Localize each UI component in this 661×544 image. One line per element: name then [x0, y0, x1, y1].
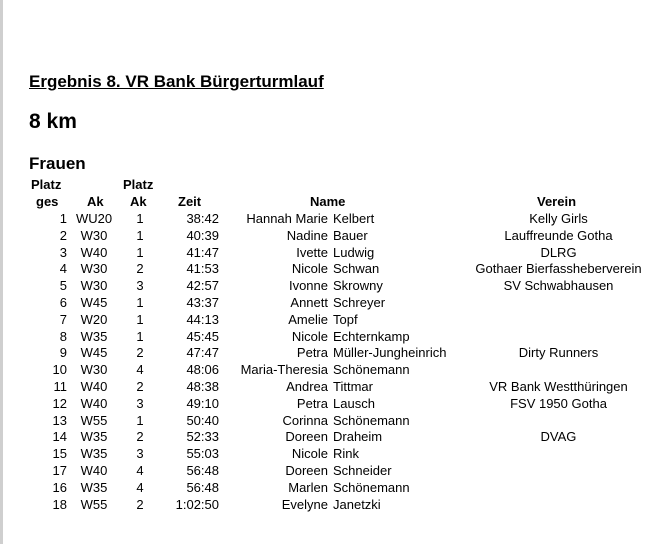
rank-age-class: 1 [136, 311, 144, 327]
rank-overall: 8 [59, 328, 67, 344]
age-class: W30 [80, 362, 108, 378]
age-class: W35 [80, 328, 108, 344]
first-name: Corinna [282, 412, 328, 428]
club: FSV 1950 Gotha [510, 395, 607, 411]
finish-time: 56:48 [186, 462, 219, 478]
rank-overall: 14 [52, 429, 67, 445]
age-class: W30 [80, 278, 108, 294]
table-row [0, 480, 661, 497]
age-class: W35 [80, 429, 108, 445]
table-row [0, 429, 661, 446]
last-name: Schwan [333, 261, 380, 277]
club: Lauffreunde Gotha [504, 227, 613, 243]
rank-overall: 5 [59, 278, 67, 294]
rank-age-class: 3 [136, 395, 144, 411]
header-platz-ak-top: Platz [123, 177, 154, 192]
age-class: W55 [80, 412, 108, 428]
age-class: W40 [80, 378, 108, 394]
first-name: Nicole [291, 261, 328, 277]
finish-time: 41:53 [186, 261, 219, 277]
table-row [0, 497, 661, 514]
last-name: Ludwig [333, 244, 375, 260]
finish-time: 55:03 [186, 446, 219, 462]
rank-overall: 12 [52, 395, 67, 411]
rank-age-class: 3 [136, 278, 144, 294]
finish-time: 52:33 [186, 429, 219, 445]
header-name: Name [310, 194, 346, 209]
rank-overall: 4 [59, 261, 67, 277]
first-name: Nicole [291, 328, 328, 344]
last-name: Schönemann [333, 479, 410, 495]
results-table [0, 211, 661, 513]
first-name: Amelie [288, 311, 328, 327]
rank-age-class: 1 [136, 227, 144, 243]
finish-time: 47:47 [186, 345, 219, 361]
first-name: Ivonne [288, 278, 328, 294]
age-class: W55 [80, 496, 108, 512]
table-row [0, 261, 661, 278]
rank-overall: 3 [59, 244, 67, 260]
rank-age-class: 2 [136, 378, 144, 394]
last-name: Kelbert [333, 211, 375, 226]
first-name: Andrea [286, 378, 328, 394]
finish-time: 44:13 [186, 311, 219, 327]
rank-overall: 17 [52, 462, 67, 478]
finish-time: 41:47 [186, 244, 219, 260]
last-name: Draheim [333, 429, 383, 445]
finish-time: 43:37 [186, 294, 219, 310]
first-name: Petra [296, 345, 328, 361]
age-class: W45 [80, 294, 108, 310]
age-class: W35 [80, 446, 108, 462]
finish-time: 48:38 [186, 378, 219, 394]
age-class: W30 [80, 261, 108, 277]
last-name: Echternkamp [333, 328, 410, 344]
first-name: Evelyne [281, 496, 328, 512]
last-name: Schönemann [333, 412, 410, 428]
first-name: Doreen [285, 429, 328, 445]
last-name: Schreyer [333, 294, 386, 310]
first-name: Petra [296, 395, 328, 411]
finish-time: 49:10 [186, 395, 219, 411]
finish-time: 48:06 [186, 362, 219, 378]
finish-time: 38:42 [186, 211, 219, 226]
age-class: W45 [80, 345, 108, 361]
rank-age-class: 4 [136, 479, 144, 495]
rank-age-class: 2 [136, 496, 144, 512]
first-name: Maria-Theresia [240, 362, 328, 378]
rank-overall: 15 [52, 446, 67, 462]
finish-time: 1:02:50 [175, 496, 219, 512]
finish-time: 50:40 [186, 412, 219, 428]
distance-heading: 8 km [29, 110, 77, 133]
table-row [0, 396, 661, 413]
rank-overall: 10 [52, 362, 67, 378]
table-row [0, 345, 661, 362]
age-class: W40 [80, 244, 108, 260]
club: DLRG [540, 244, 577, 260]
header-platz-ges-top: Platz [31, 177, 62, 192]
rank-overall: 13 [52, 412, 67, 428]
first-name: Hannah Marie [246, 211, 328, 226]
rank-overall: 16 [52, 479, 67, 495]
last-name: Skrowny [333, 278, 383, 294]
last-name: Müller-Jungheinrich [333, 345, 447, 361]
rank-overall: 1 [59, 211, 67, 226]
rank-age-class: 2 [136, 429, 144, 445]
last-name: Schönemann [333, 362, 410, 378]
last-name: Bauer [333, 227, 368, 243]
table-row [0, 413, 661, 430]
first-name: Nicole [291, 446, 328, 462]
table-row [0, 228, 661, 245]
age-class: W20 [80, 311, 108, 327]
header-platz-ak-bottom: Ak [130, 194, 147, 209]
age-class: W40 [80, 395, 108, 411]
finish-time: 45:45 [186, 328, 219, 344]
table-row [0, 379, 661, 396]
last-name: Schneider [333, 462, 392, 478]
table-row [0, 463, 661, 480]
club: SV Schwabhausen [503, 278, 614, 294]
age-class: W40 [80, 462, 108, 478]
rank-age-class: 4 [136, 462, 144, 478]
document-title: Ergebnis 8. VR Bank Bürgerturmlauf [29, 72, 324, 91]
age-class: W35 [80, 479, 108, 495]
rank-age-class: 1 [136, 328, 144, 344]
rank-age-class: 1 [136, 244, 144, 260]
finish-time: 40:39 [186, 227, 219, 243]
rank-age-class: 1 [136, 294, 144, 310]
first-name: Doreen [285, 462, 328, 478]
last-name: Rink [333, 446, 360, 462]
table-row [0, 312, 661, 329]
rank-overall: 2 [59, 227, 67, 243]
first-name: Marlen [288, 479, 328, 495]
header-ges: ges [36, 194, 59, 209]
rank-age-class: 4 [136, 362, 144, 378]
rank-age-class: 2 [136, 345, 144, 361]
last-name: Topf [333, 311, 358, 327]
first-name: Nadine [286, 227, 328, 243]
header-ak: Ak [87, 194, 104, 209]
table-row [0, 446, 661, 463]
table-row [0, 211, 661, 228]
rank-age-class: 2 [136, 261, 144, 277]
rank-overall: 18 [52, 496, 67, 512]
club: DVAG [540, 429, 577, 445]
age-class: W30 [80, 227, 108, 243]
last-name: Janetzki [333, 496, 381, 512]
last-name: Lausch [333, 395, 375, 411]
finish-time: 56:48 [186, 479, 219, 495]
rank-age-class: 1 [136, 211, 144, 226]
category-heading: Frauen [29, 154, 86, 173]
rank-overall: 7 [59, 311, 67, 327]
header-zeit: Zeit [178, 194, 202, 209]
rank-overall: 11 [53, 378, 67, 394]
rank-age-class: 3 [136, 446, 144, 462]
table-row [0, 278, 661, 295]
table-row [0, 362, 661, 379]
age-class: WU20 [75, 211, 113, 226]
club: VR Bank Westthüringen [489, 378, 628, 394]
club: Kelly Girls [529, 211, 588, 226]
table-row [0, 295, 661, 312]
first-name: Ivette [296, 244, 328, 260]
first-name: Annett [290, 294, 328, 310]
rank-overall: 9 [59, 345, 67, 361]
header-verein: Verein [537, 194, 577, 209]
last-name: Tittmar [333, 378, 373, 394]
table-row [0, 245, 661, 262]
club: Dirty Runners [518, 345, 599, 361]
rank-age-class: 1 [136, 412, 144, 428]
finish-time: 42:57 [186, 278, 219, 294]
rank-overall: 6 [59, 294, 67, 310]
table-row [0, 329, 661, 346]
club: Gothaer Bierfassheberverein [475, 261, 642, 277]
